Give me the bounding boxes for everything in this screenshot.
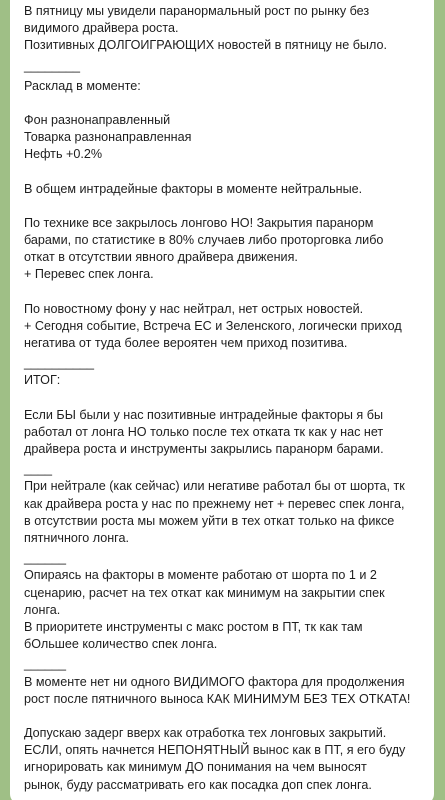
paragraph-long-scenario — [24, 407, 424, 459]
message-line: Фон разнонаправленный — [24, 113, 171, 127]
message-line: лонга. — [24, 602, 61, 617]
message-line: В пятницу мы увидели паранормальный рост по рынку без — [24, 4, 370, 18]
separator-line: __________ — [24, 356, 95, 371]
paragraph-technical — [24, 215, 424, 284]
separator-line: ________ — [24, 58, 81, 73]
message-line: + Перевес спек лонга. — [24, 267, 154, 282]
message-line: работал от лонга НО только после тех отката тк как у нас нет — [24, 424, 384, 439]
message-line: Если БЫ были у нас позитивные интрадейные факторы я бы — [24, 407, 383, 422]
message-line: Позитивных ДОЛГОИГРАЮЩИХ новостей в пятницу не было. — [24, 38, 387, 53]
message-line: пятничного лонга. — [24, 531, 130, 546]
separator-line: ______ — [24, 657, 67, 672]
paragraph-summary-header — [24, 355, 424, 389]
message-line: в отсутствии роста мы можем уйти в тех откат только на фиксе — [24, 513, 395, 528]
separator-line: ______ — [24, 551, 67, 566]
message-line: игнорировать как минимум ДО понимания на чем выносят — [24, 760, 367, 775]
message-line: видимого драйвера роста. — [24, 21, 179, 36]
message-line: сценарию, расчет на тех откат как минимум на закрытии спек — [24, 585, 385, 600]
message-line: Допускаю задерг вверх как отработка тех лонговых закрытий. — [24, 726, 387, 741]
message-line: Опираясь на факторы в моменте работаю от шорта по 1 и 2 — [24, 568, 377, 583]
separator-line: ____ — [24, 462, 53, 477]
message-line: Товарка разнонаправленная — [24, 130, 192, 145]
message-line: драйвера роста и инструменты закрылись паранорм барами. — [24, 442, 384, 457]
paragraph-closing — [24, 725, 424, 794]
paragraph-plan — [24, 550, 424, 653]
message-line: ЕСЛИ, опять начнется НЕПОНЯТНЫЙ вынос как в ПТ, я его буду — [24, 743, 406, 758]
message-line: + Сегодня событие, Встреча ЕС и Зеленского, логически приход — [24, 318, 402, 333]
paragraph-short-scenario — [24, 461, 424, 547]
paragraph-intro — [24, 3, 424, 55]
message-line: При нейтрале (как сейчас) или негативе работал бы от шорта, тк — [24, 479, 405, 494]
paragraph-no-driver — [24, 656, 424, 708]
message-line: В приоритете инструменты с макс ростом в ПТ, тк как там — [24, 620, 363, 635]
message-line: В моменте нет ни одного ВИДИМОГО фактора для продолжения — [24, 674, 405, 689]
message-line: По технике все закрылось лонгово НО! Закрытия паранорм — [24, 215, 374, 230]
summary-heading: ИТОГ: — [24, 373, 61, 388]
paragraph-factors — [24, 112, 424, 164]
message-line: как драйвера роста у нас по прежнему нет + перевес спек лонга, — [24, 496, 405, 511]
message-line: барами, по статистике в 80% случаев либо проторговка либо — [24, 233, 384, 248]
message-line: По новостному фону у нас нейтрал, нет острых новостей. — [24, 301, 364, 316]
message-line: бОльшее количество спек лонга. — [24, 637, 218, 652]
paragraph-news — [24, 301, 424, 353]
message-line: Нефть +0.2% — [24, 147, 103, 162]
message-bubble[interactable] — [10, 0, 434, 800]
message-line: откат в отсутствии явного драйвера движения. — [24, 250, 298, 265]
message-line: В общем интрадейные факторы в моменте нейтральные. — [24, 181, 363, 196]
message-line: рост после пятничного выноса КАК МИНИМУМ БЕЗ ТЕХ ОТКАТА! — [24, 691, 411, 706]
message-line: негатива от туда более вероятен чем приход позитива. — [24, 336, 348, 351]
message-line: Расклад в моменте: — [24, 78, 141, 93]
message-line: рынок, буду рассматривать его как посадка доп спек лонга. — [24, 777, 372, 792]
